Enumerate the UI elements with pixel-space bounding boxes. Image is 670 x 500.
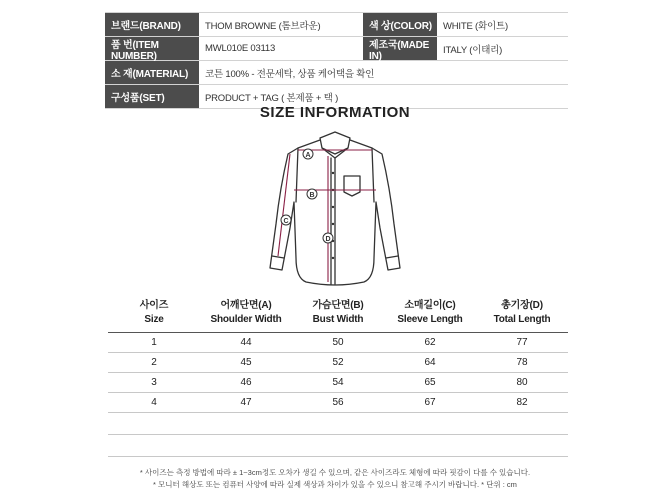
table-cell: 82: [516, 397, 528, 408]
table-cell: 67: [424, 397, 436, 408]
header-bust: [292, 297, 384, 332]
header-shoulder-en: Shoulder Width: [210, 314, 282, 325]
table-row: [108, 373, 568, 393]
table-cell: 54: [332, 377, 344, 388]
table-cell: 65: [424, 377, 436, 388]
table-cell: 64: [424, 357, 436, 368]
note-line-2: * 모니터 해상도 또는 컴퓨터 사양에 따라 실제 색상과 차이가 있을 수 있으니 참고해 주시기 바랍니다. * 단위 : cm: [153, 480, 517, 489]
header-sleeve-kr: 소매길이(C): [404, 300, 456, 311]
svg-text:D: D: [325, 236, 331, 243]
size-table: [108, 297, 568, 457]
table-cell: 3: [151, 377, 157, 388]
size-information-title: SIZE INFORMATION: [259, 104, 411, 121]
color-label: 색 상(COLOR): [363, 13, 437, 36]
table-cell: 1: [151, 337, 157, 348]
size-notes: [0, 467, 670, 491]
header-bust-en: Bust Width: [312, 314, 364, 325]
shirt-illustration: [252, 128, 418, 292]
header-total: [476, 297, 568, 332]
header-sleeve: [384, 297, 476, 332]
table-cell: 50: [332, 337, 344, 348]
color-value: WHITE (화이트): [443, 20, 508, 32]
table-cell: 80: [516, 377, 528, 388]
note-line-1: * 사이즈는 측정 방법에 따라 ± 1~3cm정도 오차가 생길 수 있으며, 같은 사이즈라도 체형에 따라 핏감이 다를 수 있습니다.: [139, 468, 531, 477]
header-size: [108, 297, 200, 332]
header-shoulder: [200, 297, 292, 332]
header-total-en: Total Length: [493, 314, 551, 325]
table-cell: 2: [151, 357, 157, 368]
info-row-brand: [105, 12, 568, 37]
item-number-label: 품 번(ITEM NUMBER): [105, 37, 199, 60]
info-row-material: [105, 61, 568, 85]
measure-marker-d: [323, 233, 333, 243]
header-total-kr: 총기장(D): [501, 300, 543, 311]
material-label: 소 재(MATERIAL): [105, 61, 199, 84]
set-value: PRODUCT + TAG ( 본제품 + 택 ): [205, 92, 339, 104]
table-cell: 52: [332, 357, 344, 368]
header-bust-kr: 가슴단면(B): [312, 300, 364, 311]
table-cell: 77: [516, 337, 528, 348]
svg-text:A: A: [305, 152, 311, 159]
made-in-label: 제조국(MADE IN): [363, 37, 437, 60]
material-value: 코튼 100% - 전문세탁, 상품 케어택을 확인: [205, 68, 375, 80]
header-shoulder-kr: 어깨단면(A): [220, 300, 272, 311]
info-row-item: [105, 37, 568, 61]
table-cell: 56: [332, 397, 344, 408]
table-row-empty: [108, 413, 568, 435]
header-sleeve-en: Sleeve Length: [397, 314, 463, 325]
made-in-value: ITALY (이태리): [443, 44, 503, 56]
item-number-value: MWL010E 03113: [205, 43, 276, 54]
measure-marker-b: [307, 189, 317, 199]
svg-text:C: C: [283, 218, 289, 225]
table-row: [108, 333, 568, 353]
table-cell: 46: [240, 377, 252, 388]
table-cell: 4: [151, 397, 157, 408]
header-size-kr: 사이즈: [139, 300, 169, 311]
table-row: [108, 393, 568, 413]
table-cell: 62: [424, 337, 436, 348]
table-cell: 44: [240, 337, 252, 348]
svg-text:B: B: [309, 192, 315, 199]
table-cell: 45: [240, 357, 252, 368]
brand-value: THOM BROWNE (톰브라운): [205, 20, 321, 32]
size-table-header: [108, 297, 568, 333]
table-cell: 78: [516, 357, 528, 368]
set-label: 구성품(SET): [105, 85, 199, 108]
brand-label: 브랜드(BRAND): [105, 13, 199, 36]
measure-marker-c: [281, 215, 291, 225]
table-row-empty: [108, 435, 568, 457]
product-info-table: [105, 12, 568, 109]
measure-marker-a: [303, 149, 313, 159]
header-size-en: Size: [144, 314, 164, 325]
table-row: [108, 353, 568, 373]
table-cell: 47: [240, 397, 252, 408]
